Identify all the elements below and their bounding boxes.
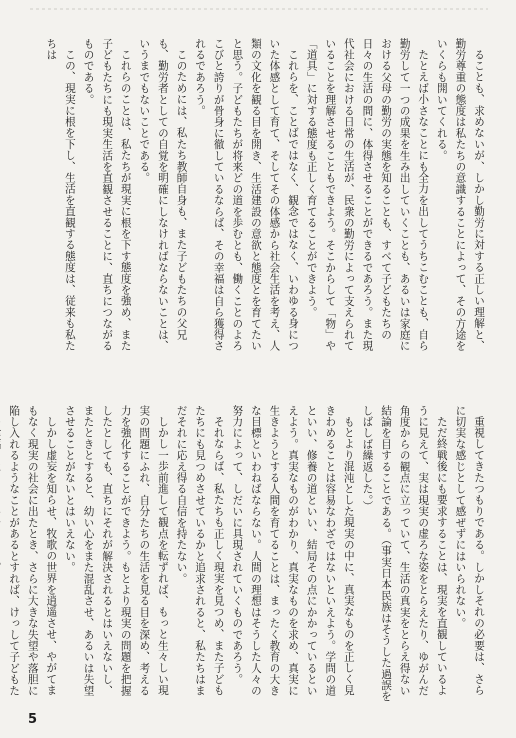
paragraph: これらを、ことばではなく、観念ではなく、いわゆる身についた体感として育て、そしてその体感から社会生活を考え、人類の文化を観る目を開き、生活建設の意欲と態度とを育てたいと思う。子どもたちが将来どの道を歩むとも、働くことのよろこびと誇りが骨身に徹しているならば、その幸福は自ら獲得されるであろう。: [194, 38, 300, 352]
lower-text-block: [8, 405, 488, 705]
page-number: 5: [28, 712, 38, 727]
paragraph: もとより混沌とした現実の中に、真実なものを正しく見きわめることは容易なわざではないといえよう。学問の道といい、修養の道といい、結局その点にかかっているといえよう。真実なものがわかり、真実なものを求め、真実に生きようとする人間を育てることは、まったく教育の大きな目標といわねばならない。人間の理想はそうした人々の努力によって、しだいに具現されていくものであろう。: [231, 405, 355, 697]
paragraph: たとえば小さなことにも全力を出してうちこむことも、自ら勤労して一つの成果を生み出していくことも、あるいは家庭における父母の勤労の実態を知ることも、すべて子どもたちの日々の生活の間に、体得させることができるであろう。また現代社会における日常の生活が、民衆の勤労によって支えられていることを理解させることもできよう。そこからして「物」や「道具」に対する態度も正しく育てることができよう。: [305, 38, 430, 352]
paragraph: それならば、私たちも正しく現実を見つめ、また子どもたちにも見つめさせているかと追求されると、私たちはまだそれに応え得る自信を持たない。: [175, 405, 225, 697]
paragraph: このためには、私たち教師自身も、また子どもたちの父兄も、勤労者としての自覚を明確にしなければならないことは、いうまでもないことである。: [138, 38, 188, 352]
paragraph: これらのことは、私たちが現実に根を下す態度を強め、また子どもたちにも現実生活を直観させることに、直ちにつながるものである。: [82, 38, 132, 352]
paragraph: この、現実に根を下し、生活を直観する態度は、従来も私たちは: [45, 38, 76, 351]
paragraph: 重視してきたつもりである。しかしそれの必要は、さらに切実な感じとして感ぜずにはいられない。: [454, 405, 485, 696]
paragraph: しかし虚妄を知らせ、牧歌の世界を逍遥させ、やがてまもなく現実の社会に出たとき、さらに大きな失望や落胆に陥し入れるようなことがあるとすれば、けっして子どもた: [8, 405, 58, 697]
upper-text-block: [32, 38, 488, 356]
paragraph: しかし一歩前進して観点を転ずれば、もっと生々しい現実の問題にふれ、自分たちの生活を見る目を深め、考える力を強化することができよう。もとより現実の問題を把握したとしても、直ちにそれが解決されるとはいえないし、またときとすると、幼い心をまた混乱させ、あるいは失望させることがないとはいえない。: [63, 405, 169, 697]
paragraph: ることも、求めないが、しかし勤労に対する正しい理解と、勤労尊重の態度は私たちの意識することによって、その方途をいくらも開いてくれる。: [435, 38, 485, 352]
paragraph: ただ終戦後にも要求することは、現実を直観しているように見えて、実は現実の虚ろな姿をとらえたり、ゆがんだ角度からの観点に立っていて、生活の真実をとらえ得ない結論を目することである。（事実日本民族はそうした過誤をしばしば繰返した。）: [361, 405, 448, 703]
top-edge-dots: [30, 8, 488, 10]
